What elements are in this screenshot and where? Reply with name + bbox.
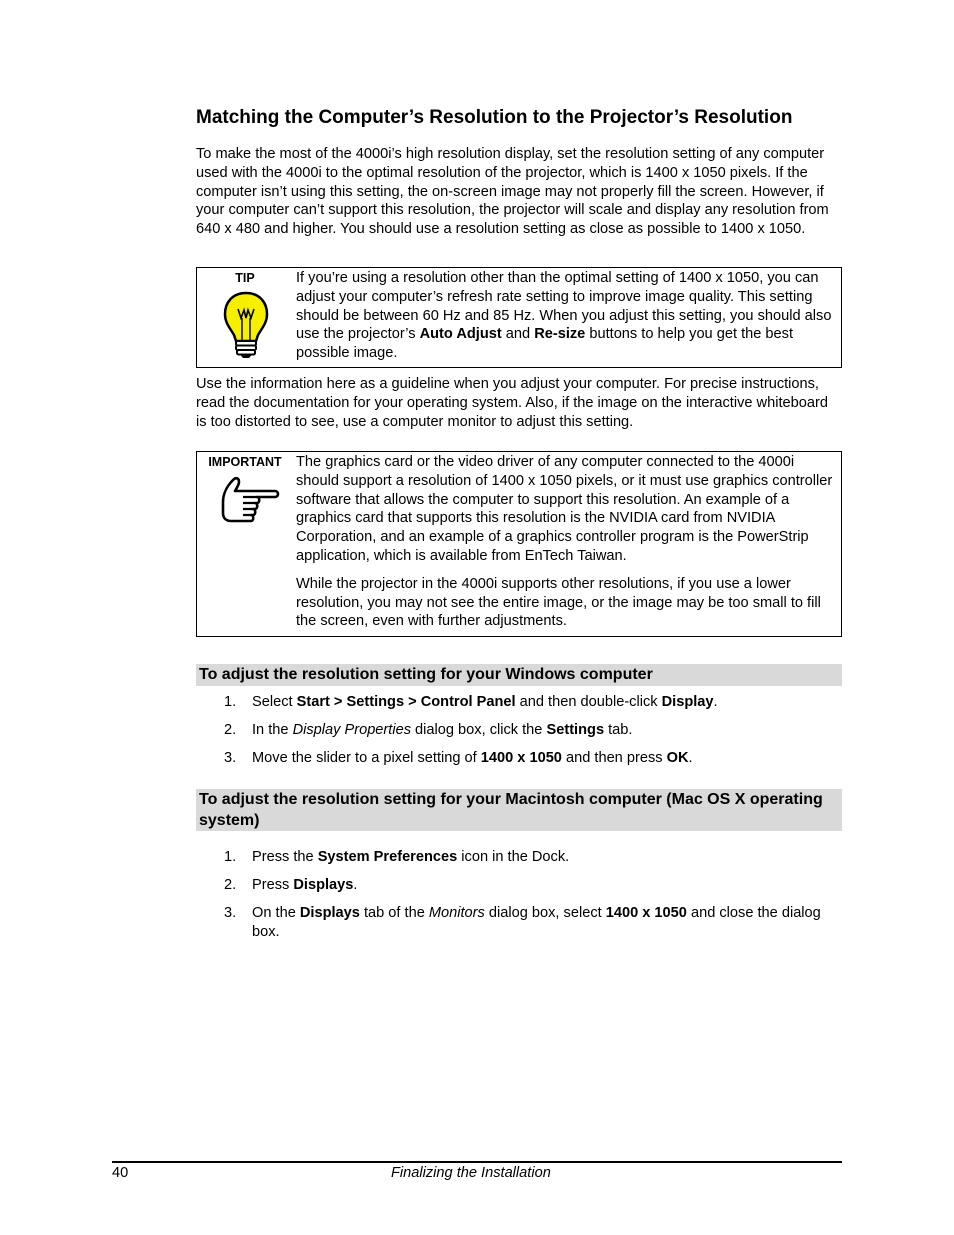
footer-section-title: Finalizing the Installation [391,1165,551,1181]
important-text: The graphics card or the video driver of any computer connected to the 4000i should support a resolution of 1400 x 1050 pixels, or it must use graphics controller software that allows the computer to support this resolution. An example of a graphics card that supports this resolution is the NVIDIA card from NVIDIA Corporation, and an example of a graphics controller program is the PowerStrip application, which is available from EnTech Taiwan. While the projector in the 4000i supports other resolutions, if you use a lower resolution, you may not see the entire image, or the image may be too small to fill the screen, even with further adjustments. [296,454,833,630]
list-item: 3. Move the slider to a pixel setting of 1400 x 1050 and then press OK. [224,749,693,766]
windows-procedure-heading: To adjust the resolution setting for your Windows computer [196,664,842,686]
mac-procedure-heading: To adjust the resolution setting for your Macintosh computer (Mac OS X operating system) [196,789,842,831]
mac-steps-list [196,848,842,951]
list-item: 1. Select Start > Settings > Control Panel and then double-click Display. [224,694,718,710]
list-item: 1. Press the System Preferences icon in the Dock. [224,849,570,865]
footer-rule [112,1161,842,1163]
list-item: 2. Press Displays. [224,876,358,893]
pointing-hand-icon [219,472,281,536]
guideline-paragraph: Use the information here as a guideline when you adjust your computer. For precise instructions, read the documentation for your operating system. Also, if the image on the interactive whiteboard is too distorted to see, use a computer monitor to adjust this setting. [196,376,828,430]
lightbulb-icon [221,290,271,366]
windows-steps-list [196,693,842,777]
list-item: 2. In the Display Properties dialog box, click the Settings tab. [224,721,633,738]
list-item: 3. On the Displays tab of the Monitors dialog box, select 1400 x 1050 and close the dialog box. [224,904,821,940]
intro-paragraph: To make the most of the 4000i’s high resolution display, set the resolution setting of any computer used with the 4000i to the optimal resolution of the projector, which is 1400 x 1050 pixels. If the computer isn’t using this setting, the on-screen image may not properly fill the screen. However, if your computer can’t support this resolution, the projector will scale and display any resolution from 640 x 480 and higher. You should use a resolution setting as close as possible to 1400 x 1050. [196,146,829,238]
page-number: 40 [112,1165,129,1181]
tip-text: If you’re using a resolution other than the optimal setting of 1400 x 1050, you can adjust your computer’s refresh rate setting to improve image quality. This setting should be between 60 Hz and 85 Hz. When you adjust this setting, you should also use the projector’s Auto Adjust and Re-size buttons to help you get the best possible image. [296,270,832,362]
tip-box [196,267,842,368]
important-box [196,451,842,637]
tip-label: TIP [235,271,255,285]
important-label: IMPORTANT [208,455,282,469]
section-heading: Matching the Computer’s Resolution to the Projector’s Resolution [196,107,793,128]
